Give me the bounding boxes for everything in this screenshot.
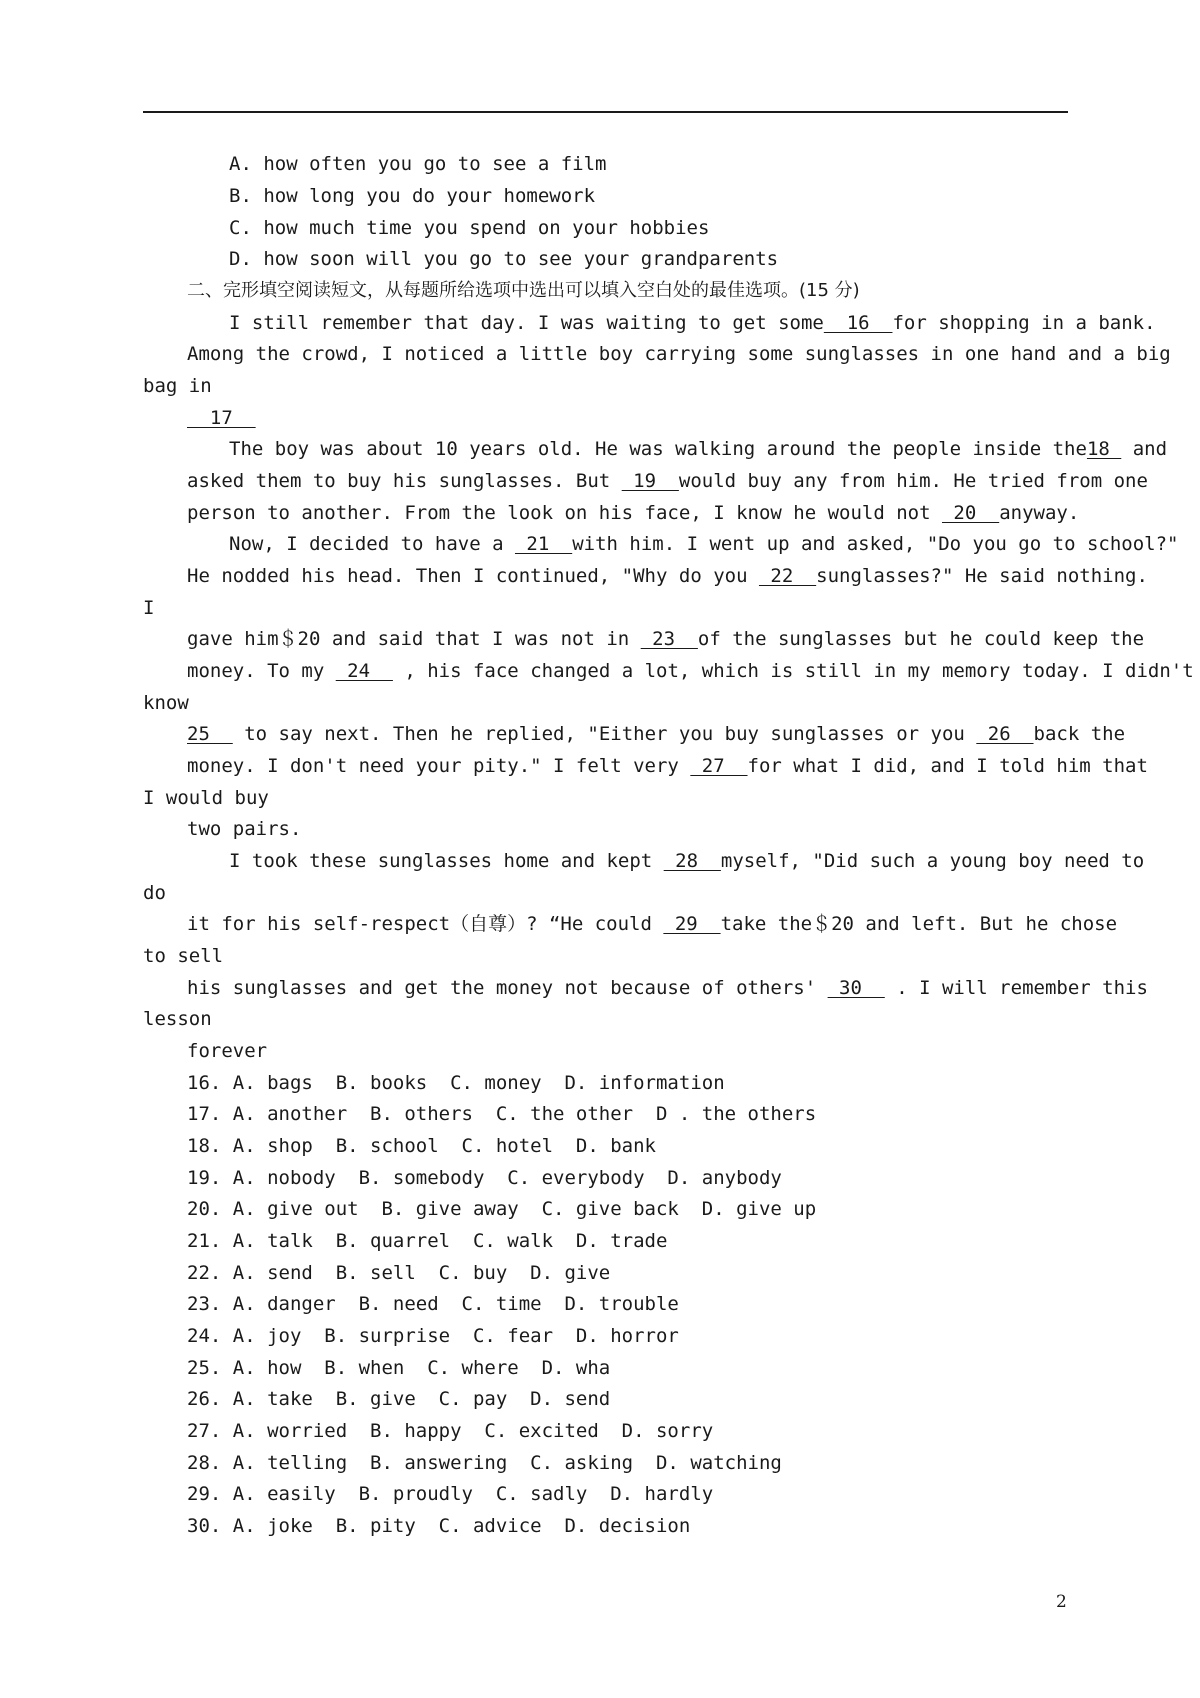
- blank-29: 29: [663, 913, 721, 935]
- passage-line: know: [143, 692, 189, 714]
- question-25: 25. A. how B. when C. where D. wha: [187, 1357, 611, 1379]
- question-29: 29. A. easily B. proudly C. sadly D. hardly: [187, 1483, 714, 1505]
- passage-line: I: [143, 597, 155, 619]
- passage-line: person to another. From the look on his face, I know he would not 20 anyway.: [187, 502, 1080, 524]
- passage-line: bag in: [143, 375, 212, 397]
- passage-line: I took these sunglasses home and kept 28 myself, "Did such a young boy need to: [229, 850, 1145, 872]
- passage-line: it for his self-respect（自尊）? “He could 29 take the＄20 and left. But he chose: [187, 913, 1118, 935]
- blank-25: 25: [187, 723, 233, 745]
- blank-23: 23: [640, 628, 698, 650]
- prev-option-b: B. how long you do your homework: [229, 185, 596, 207]
- passage-line: money. I don't need your pity." I felt very 27 for what I did, and I told him that: [187, 755, 1148, 777]
- prev-option-c: C. how much time you spend on your hobbies: [229, 217, 710, 239]
- passage-line: do: [143, 882, 166, 904]
- header-rule: [143, 111, 1068, 113]
- blank-27: 27: [690, 755, 748, 777]
- passage-line: gave him＄20 and said that I was not in 23 of the sunglasses but he could keep the: [187, 628, 1145, 650]
- question-17: 17. A. another B. others C. the other D . the others: [187, 1103, 817, 1125]
- blank-20: 20: [941, 502, 1000, 524]
- passage-line: money. To my 24 , his face changed a lot, which is still in my memory today. I didn't: [187, 660, 1194, 682]
- blank-26: 26: [976, 723, 1034, 745]
- question-26: 26. A. take B. give C. pay D. send: [187, 1388, 611, 1410]
- passage-line: Now, I decided to have a 21 with him. I went up and asked, "Do you go to school?": [229, 533, 1179, 555]
- passage-line: [187, 407, 256, 429]
- blank-21: 21: [514, 533, 573, 555]
- question-22: 22. A. send B. sell C. buy D. give: [187, 1262, 611, 1284]
- blank-19: 19: [621, 470, 679, 492]
- blank-28: 28: [663, 850, 721, 872]
- section-heading: 二、完形填空阅读短文，从每题所给选项中选出可以填入空白处的最佳选项。(15 分): [187, 280, 860, 301]
- passage-line: to sell: [143, 945, 224, 967]
- question-30: 30. A. joke B. pity C. advice D. decision: [187, 1515, 691, 1537]
- passage-line: I would buy: [143, 787, 269, 809]
- passage-line: Among the crowd, I noticed a little boy carrying some sunglasses in one hand and a big: [187, 343, 1171, 365]
- passage-line: his sunglasses and get the money not because of others' 30 . I will remember this: [187, 977, 1148, 999]
- passage-line: The boy was about 10 years old. He was walking around the people inside the18 and: [229, 438, 1168, 460]
- question-20: 20. A. give out B. give away C. give back D. give up: [187, 1198, 817, 1220]
- question-21: 21. A. talk B. quarrel C. walk D. trade: [187, 1230, 668, 1252]
- blank-24: 24: [335, 660, 393, 682]
- blank-18: 18: [1086, 438, 1122, 460]
- passage-line: asked them to buy his sunglasses. But 19 would buy any from him. He tried from one: [187, 470, 1148, 492]
- passage-line: 25 to say next. Then he replied, "Either you buy sunglasses or you 26 back the: [187, 723, 1126, 745]
- question-28: 28. A. telling B. answering C. asking D. watching: [187, 1452, 782, 1474]
- question-18: 18. A. shop B. school C. hotel D. bank: [187, 1135, 656, 1157]
- question-27: 27. A. worried B. happy C. excited D. sorry: [187, 1420, 714, 1442]
- passage-line: lesson: [143, 1008, 212, 1030]
- question-24: 24. A. joy B. surprise C. fear D. horror: [187, 1325, 679, 1347]
- blank-16: 16: [823, 312, 893, 334]
- blank-30: 30: [827, 977, 885, 999]
- prev-option-a: A. how often you go to see a film: [229, 153, 607, 175]
- passage-line: I still remember that day. I was waiting to get some 16 for shopping in a bank.: [229, 312, 1156, 334]
- passage-line: two pairs.: [187, 818, 302, 840]
- blank-22: 22: [758, 565, 817, 587]
- question-23: 23. A. danger B. need C. time D. trouble: [187, 1293, 679, 1315]
- passage-line: He nodded his head. Then I continued, "Why do you 22 sunglasses?" He said nothing.: [187, 565, 1148, 587]
- blank-17: 17: [187, 407, 256, 429]
- prev-option-d: D. how soon will you go to see your grandparents: [229, 248, 779, 270]
- passage-line: forever: [187, 1040, 268, 1062]
- question-19: 19. A. nobody B. somebody C. everybody D. anybody: [187, 1167, 782, 1189]
- page-number: 2: [1056, 1592, 1067, 1612]
- question-16: 16. A. bags B. books C. money D. information: [187, 1072, 725, 1094]
